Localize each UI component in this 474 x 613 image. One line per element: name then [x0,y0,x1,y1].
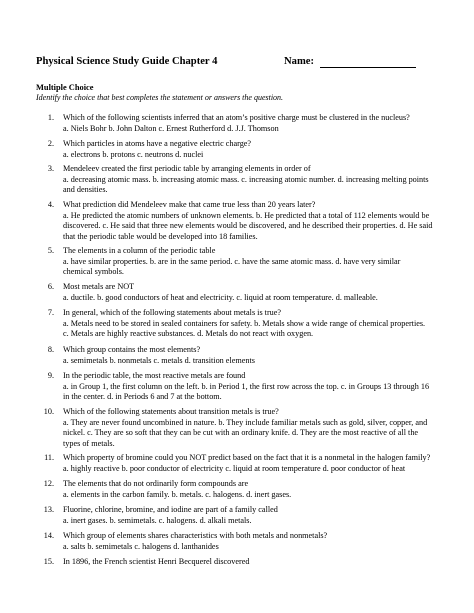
question-text: What prediction did Mendeleev make that came true less than 20 years later? [63,200,316,209]
answer-choices: a. highly reactive b. poor conductor of electricity c. liquid at room temperature d. poor conductor of heat [63,463,406,473]
name-blank-line[interactable] [320,67,416,68]
document-header [36,56,456,72]
answer-choices: a. He predicted the atomic numbers of unknown elements. b. He predicted that a total of 112 elements would be discovered. c. He said that three new elements would be discovered, and he described their properties. d. He said that the periodic table would be developed into 18 families. [63,210,433,241]
answer-choices: a. inert gases. b. semimetals. c. halogens. d. alkali metals. [63,515,252,525]
question-number: 9. [47,371,54,380]
document-title: Physical Science Study Guide Chapter 4 [36,56,218,67]
question-text: The elements in a column of the periodic table [63,246,216,255]
question-number: 2. [47,139,54,148]
answer-choices: a. decreasing atomic mass. b. increasing atomic mass. c. increasing atomic number. d. increasing melting points and densities. [63,174,429,195]
question-text: Mendeleev created the first periodic table by arranging elements in order of [63,164,311,173]
section-title: Multiple Choice [36,83,94,92]
question-text: In general, which of the following statements about metals is true? [63,308,282,317]
answer-choices: a. in Group 1, the first column on the left. b. in Period 1, the first row across the top. c. in Groups 13 through 16 in the center. d. in Periods 6 and 7 at the bottom. [63,381,430,402]
question-text: Which particles in atoms have a negative electric charge? [63,139,252,148]
question-number: 7. [47,308,54,317]
question-text: The elements that do not ordinarily form compounds are [63,479,249,488]
question-text: In the periodic table, the most reactive metals are found [63,371,246,380]
question-text: Fluorine, chlorine, bromine, and iodine are part of a family called [63,505,278,514]
question-number: 14. [43,531,54,540]
answer-choices: a. electrons b. protons c. neutrons d. nuclei [63,149,204,159]
question-number: 6. [47,282,54,291]
question-number: 12. [43,479,54,488]
question-number: 1. [47,113,54,122]
question-number: 8. [47,345,54,354]
answer-choices: a. Niels Bohr b. John Dalton c. Ernest Rutherford d. J.J. Thomson [63,123,279,133]
answer-choices: a. They are never found uncombined in nature. b. They include familiar metals such as gold, silver, copper, and nickel. c. They are so soft that they can be cut with an ordinary knife. d. They are the most reactive of all the types of metals. [63,417,428,448]
question-text: Which of the following statements about transition metals is true? [63,407,279,416]
question-number: 11. [44,453,54,462]
question-text: In 1896, the French scientist Henri Becquerel discovered [63,557,250,566]
section-instructions: Identify the choice that best completes the statement or answers the question. [36,93,284,102]
answer-choices: a. elements in the carbon family. b. metals. c. halogens. d. inert gases. [63,489,292,499]
answer-choices: a. salts b. semimetals c. halogens d. lanthanides [63,541,219,551]
answer-choices: a. ductile. b. good conductors of heat and electricity. c. liquid at room temperature. d. malleable. [63,292,378,302]
name-label: Name: [284,56,315,67]
question-number: 15. [43,557,54,566]
question-text: Which property of bromine could you NOT predict based on the fact that it is a nonmetal in the halogen family? [63,453,431,462]
question-number: 3. [47,164,54,173]
question-number: 5. [47,246,54,255]
question-number: 4. [47,200,54,209]
question-text: Which of the following scientists inferred that an atom’s positive charge must be clustered in the nucleus? [63,113,410,122]
question-text: Most metals are NOT [63,282,135,291]
question-number: 13. [43,505,54,514]
answer-choices: a. have similar properties. b. are in the same period. c. have the same atomic mass. d. have very similar chemical symbols. [63,256,401,277]
answer-choices: a. semimetals b. nonmetals c. metals d. transition elements [63,355,255,365]
question-text: Which group contains the most elements? [63,345,201,354]
question-text: Which group of elements shares characteristics with both metals and nonmetals? [63,531,328,540]
question-number: 10. [43,407,54,416]
answer-choices: a. Metals need to be stored in sealed containers for safety. b. Metals show a wide range of chemical properties. c. Metals are highly reactive substances. d. Metals do not react with oxygen. [63,318,426,339]
